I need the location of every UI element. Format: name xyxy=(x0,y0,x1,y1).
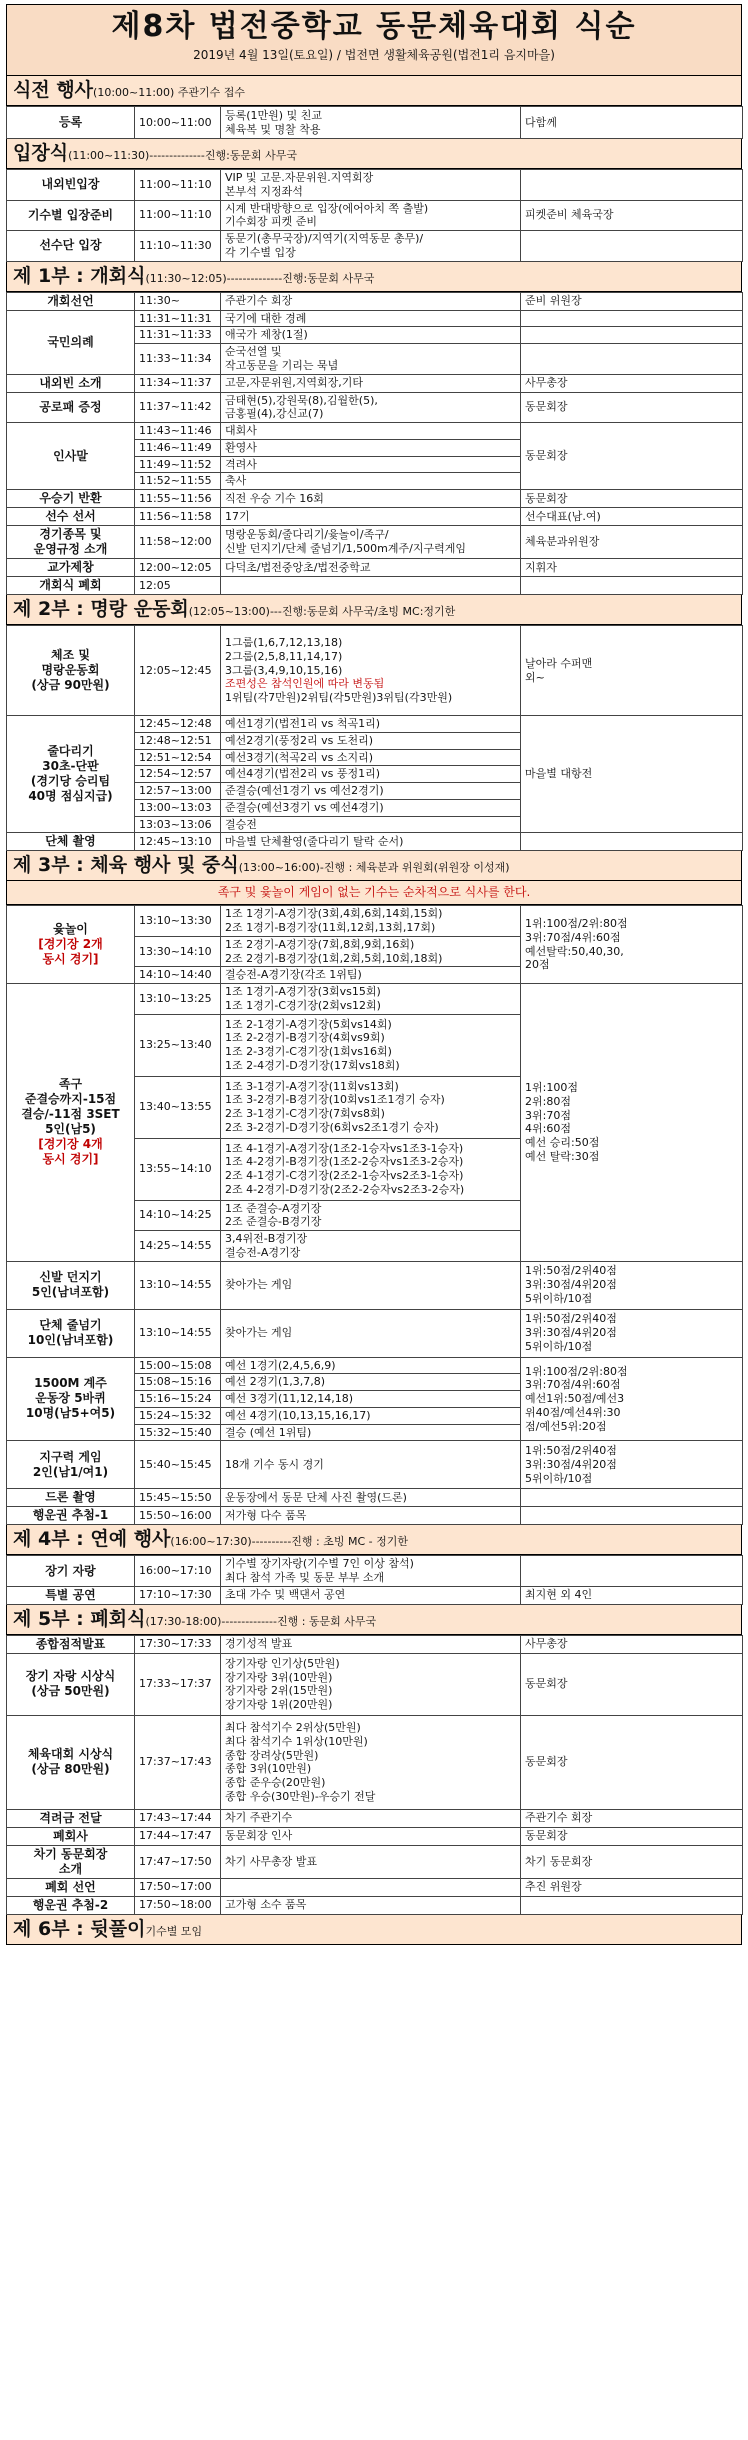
event-note xyxy=(521,1556,743,1587)
table-row xyxy=(7,526,743,559)
event-time: 17:50~17:00 xyxy=(135,1878,221,1896)
event-detail: 저가형 다수 품목 xyxy=(221,1507,521,1525)
event-time: 13:40~13:55 xyxy=(135,1076,221,1138)
event-note: 추진 위원장 xyxy=(521,1878,743,1896)
section-header xyxy=(6,139,742,169)
event-detail: 마을별 단체촬영(줄다리기 탈락 순서) xyxy=(221,833,521,851)
event-name: 기수별 입장준비 xyxy=(7,200,135,231)
event-name: 경기종목 및 운영규정 소개 xyxy=(7,526,135,559)
event-detail: 1조 2-1경기-A경기장(5회vs14회) 1조 2-2경기-B경기장(4회vs9회) 1조 2-3경기-C경기장(1회vs16회) 1조 2-4경기-D경기장(17회vs18회) xyxy=(221,1014,521,1076)
event-name: 신발 던지기 5인(남녀포함) xyxy=(7,1261,135,1309)
event-detail: 시계 반대방향으로 입장(에어아치 쪽 출발) 기수회장 피켓 준비 xyxy=(221,200,521,231)
event-time: 17:33~17:37 xyxy=(135,1653,221,1715)
event-note xyxy=(521,577,743,595)
event-time: 13:10~13:25 xyxy=(135,984,221,1015)
event-note xyxy=(521,1896,743,1914)
table-row xyxy=(7,423,743,440)
table-row xyxy=(7,1441,743,1489)
event-time: 12:54~12:57 xyxy=(135,766,221,783)
section-note: (11:00~11:30)--------------진행:동문회 사무국 xyxy=(68,149,298,162)
event-detail: 18개 기수 동시 경기 xyxy=(221,1441,521,1489)
event-name: 폐회 선언 xyxy=(7,1878,135,1896)
event-time: 15:45~15:50 xyxy=(135,1489,221,1507)
event-detail: 경기성적 발표 xyxy=(221,1635,521,1653)
table-row xyxy=(7,107,743,139)
event-time: 15:24~15:32 xyxy=(135,1407,221,1424)
event-name: 선수 선서 xyxy=(7,508,135,526)
event-detail: 찾아가는 게임 xyxy=(221,1309,521,1357)
table-row xyxy=(7,1507,743,1525)
event-name: 단체 줄넘기 10인(남녀포함) xyxy=(7,1309,135,1357)
event-time: 15:50~16:00 xyxy=(135,1507,221,1525)
section-title: 입장식 xyxy=(13,142,69,164)
event-time: 17:30~17:33 xyxy=(135,1635,221,1653)
event-note xyxy=(521,833,743,851)
event-time: 15:00~15:08 xyxy=(135,1357,221,1374)
event-name: 체육대회 시상식 (상금 80만원) xyxy=(7,1715,135,1809)
event-time: 11:52~11:55 xyxy=(135,473,221,490)
event-note: 날아라 수퍼맨 외~ xyxy=(521,626,743,716)
event-detail: 준결승(예선1경기 vs 예선2경기) xyxy=(221,783,521,800)
section-header xyxy=(6,1525,742,1555)
event-name: 장기 자랑 xyxy=(7,1556,135,1587)
event-detail: 결승전 xyxy=(221,816,521,833)
section-title: 제 6부 : 뒷풀이 xyxy=(13,1917,146,1940)
event-time: 11:49~11:52 xyxy=(135,456,221,473)
event-time: 11:31~11:31 xyxy=(135,310,221,327)
section-note: (16:00~17:30)----------진행 : 초빙 MC - 정기한 xyxy=(170,1535,409,1549)
table-row xyxy=(7,984,743,1015)
event-time: 12:57~13:00 xyxy=(135,783,221,800)
event-name: 차기 동문회장 소개 xyxy=(7,1845,135,1878)
event-time: 13:03~13:06 xyxy=(135,816,221,833)
event-note: 다함께 xyxy=(521,107,743,139)
event-time: 11:33~11:34 xyxy=(135,344,221,375)
event-name: 지구력 게임 2인(남1/여1) xyxy=(7,1441,135,1489)
table-row xyxy=(7,292,743,310)
event-time: 12:48~12:51 xyxy=(135,732,221,749)
event-name: 폐회사 xyxy=(7,1827,135,1845)
event-time: 14:10~14:25 xyxy=(135,1200,221,1231)
event-detail xyxy=(221,577,521,595)
event-name: 내외빈입장 xyxy=(7,170,135,201)
event-note: 1위:50점/2위40점 3위:30점/4위20점 5위이하/10점 xyxy=(521,1441,743,1489)
event-time: 11:43~11:46 xyxy=(135,423,221,440)
section-title: 제 3부 : 체육 행사 및 중식 xyxy=(13,854,239,877)
table-row xyxy=(7,626,743,716)
lunch-notice: 족구 및 윷놀이 게임이 없는 기수는 순차적으로 식사를 한다. xyxy=(6,881,742,905)
table-row xyxy=(7,1845,743,1878)
event-time: 11:58~12:00 xyxy=(135,526,221,559)
table-row xyxy=(7,716,743,733)
schedule-table xyxy=(6,106,743,139)
event-time: 11:30~ xyxy=(135,292,221,310)
event-time: 11:00~11:10 xyxy=(135,170,221,201)
event-name: 국민의례 xyxy=(7,310,135,374)
event-name: 등록 xyxy=(7,107,135,139)
event-time: 12:05~12:45 xyxy=(135,626,221,716)
event-time: 15:32~15:40 xyxy=(135,1424,221,1441)
event-time: 13:55~14:10 xyxy=(135,1138,221,1200)
event-time: 15:16~15:24 xyxy=(135,1391,221,1408)
event-note: 1위:100점/2위:80점 3위:70점/4위:60점 예선1위:50점/예선3 위40점/예선4위:30 점/예선5위:20점 xyxy=(521,1357,743,1441)
event-detail: 등록(1만원) 및 친교 체육복 및 명찰 착용 xyxy=(221,107,521,139)
table-row xyxy=(7,310,743,327)
event-time: 15:08~15:16 xyxy=(135,1374,221,1391)
event-detail: 1조 2경기-A경기장(7회,8회,9회,16회) 2조 2경기-B경기장(1회,2회,5회,10회,18회) xyxy=(221,936,521,967)
event-detail: 3,4위전-B경기장 결승전-A경기장 xyxy=(221,1231,521,1262)
event-note: 동문회장 xyxy=(521,1653,743,1715)
event-detail: 직전 우승 기수 16회 xyxy=(221,490,521,508)
section-note: (13:00~16:00)-진행 : 체육분과 위원회(위원장 이성재) xyxy=(238,861,510,875)
table-row xyxy=(7,1309,743,1357)
event-name: 장기 자랑 시상식 (상금 50만원) xyxy=(7,1653,135,1715)
event-time: 13:25~13:40 xyxy=(135,1014,221,1076)
table-row xyxy=(7,1878,743,1896)
section-note: (17:30-18:00)--------------진행 : 동문회 사무국 xyxy=(145,1614,377,1628)
event-time: 17:47~17:50 xyxy=(135,1845,221,1878)
schedule-content xyxy=(6,76,742,1945)
table-row xyxy=(7,1827,743,1845)
event-detail: 1조 1경기-A경기장(3회vs15회) 1조 1경기-C경기장(2회vs12회) xyxy=(221,984,521,1015)
table-row xyxy=(7,577,743,595)
event-time: 12:45~12:48 xyxy=(135,716,221,733)
event-detail: 예선2경기(풍정2리 vs 도천리) xyxy=(221,732,521,749)
table-row xyxy=(7,508,743,526)
event-detail xyxy=(221,1878,521,1896)
schedule-table xyxy=(6,905,743,1525)
event-note: 사무총장 xyxy=(521,1635,743,1653)
event-note: 1위:50점/2위40점 3위:30점/4위20점 5위이하/10점 xyxy=(521,1309,743,1357)
event-detail: 동문기(총무국장)/지역기(지역동문 총무)/ 각 기수별 입장 xyxy=(221,231,521,262)
event-time: 11:56~11:58 xyxy=(135,508,221,526)
event-detail: 고문,자문위원,지역회장,기타 xyxy=(221,374,521,392)
event-detail: 예선 4경기(10,13,15,16,17) xyxy=(221,1407,521,1424)
event-time: 11:10~11:30 xyxy=(135,231,221,262)
section-title: 제 5부 : 폐회식 xyxy=(13,1607,146,1630)
event-note: 차기 동문회장 xyxy=(521,1845,743,1878)
section-note: (11:30~12:05)--------------진행:동문회 사무국 xyxy=(145,271,375,285)
event-time: 16:00~17:10 xyxy=(135,1556,221,1587)
event-time: 13:30~14:10 xyxy=(135,936,221,967)
event-time: 17:44~17:47 xyxy=(135,1827,221,1845)
event-time: 13:10~13:30 xyxy=(135,906,221,937)
event-note xyxy=(521,1507,743,1525)
event-detail: 1조 준결승-A경기장 2조 준결승-B경기장 xyxy=(221,1200,521,1231)
event-detail: 장기자랑 인기상(5만원) 장기자랑 3위(10만원) 장기자랑 2위(15만원) 장기자랑 1위(20만원) xyxy=(221,1653,521,1715)
event-time: 17:50~18:00 xyxy=(135,1896,221,1914)
event-time: 14:25~14:55 xyxy=(135,1231,221,1262)
schedule-table xyxy=(6,169,743,262)
event-time: 11:55~11:56 xyxy=(135,490,221,508)
event-detail: 운동장에서 동문 단체 사진 촬영(드론) xyxy=(221,1489,521,1507)
event-time: 10:00~11:00 xyxy=(135,107,221,139)
event-note xyxy=(521,231,743,262)
event-time: 12:00~12:05 xyxy=(135,559,221,577)
section-note: (12:05~13:00)---진행:동문회 사무국/초빙 MC:정기한 xyxy=(188,605,456,618)
table-row xyxy=(7,1715,743,1809)
event-detail: 국기에 대한 경례 xyxy=(221,310,521,327)
event-note: 동문회장 xyxy=(521,423,743,490)
event-time: 12:51~12:54 xyxy=(135,749,221,766)
event-detail: 결승 (예선 1위팀) xyxy=(221,1424,521,1441)
event-note: 마을별 대항전 xyxy=(521,716,743,833)
table-row xyxy=(7,1586,743,1604)
event-name: 선수단 입장 xyxy=(7,231,135,262)
event-note: 1위:100점 2위:80점 3위:70점 4위:60점 예선 승리:50점 예선 탈락:30점 xyxy=(521,984,743,1262)
table-row xyxy=(7,906,743,937)
event-detail: 예선 3경기(11,12,14,18) xyxy=(221,1391,521,1408)
event-detail: 예선3경기(척곡2리 vs 소지리) xyxy=(221,749,521,766)
event-note: 주관기수 회장 xyxy=(521,1809,743,1827)
table-row xyxy=(7,1357,743,1374)
table-row xyxy=(7,374,743,392)
table-row xyxy=(7,490,743,508)
section-note: (10:00~11:00) 주관기수 접수 xyxy=(93,86,245,99)
event-time: 13:00~13:03 xyxy=(135,799,221,816)
event-detail: 17기 xyxy=(221,508,521,526)
event-name: 1500M 계주 운동장 5바퀴 10명(남5+여5) xyxy=(7,1357,135,1441)
event-detail: 최다 참석기수 2위상(5만원) 최다 참석기수 1위상(10만원) 종합 장려상(5만원) 종합 3위(10만원) 종합 준우승(20만원) 종합 우승(30만원)-우승기 전달 xyxy=(221,1715,521,1809)
event-detail: 예선 1경기(2,4,5,6,9) xyxy=(221,1357,521,1374)
event-note: 1위:50점/2위40점 3위:30점/4위20점 5위이하/10점 xyxy=(521,1261,743,1309)
event-detail: 1그룹(1,6,7,12,13,18) 2그룹(2,5,8,11,14,17) 3그룹(3,4,9,10,15,16) 조편성은 참석인원에 따라 변동됨 1위팀(각7만원)2위팀(각5만원)3위팀(각3만원) xyxy=(221,626,521,716)
event-time: 17:37~17:43 xyxy=(135,1715,221,1809)
event-note: 1위:100점/2위:80점 3위:70점/4위:60점 예선탈락:50,40,30, 20점 xyxy=(521,906,743,984)
section-title: 제 2부 : 명랑 운동회 xyxy=(13,598,189,620)
event-detail: VIP 및 고문.자문위원.지역회장 본부석 지정좌석 xyxy=(221,170,521,201)
event-time: 13:10~14:55 xyxy=(135,1309,221,1357)
table-row xyxy=(7,200,743,231)
event-note: 최지현 외 4인 xyxy=(521,1586,743,1604)
table-row xyxy=(7,392,743,423)
section-note: 기수별 모임 xyxy=(145,1924,203,1938)
event-time: 11:37~11:42 xyxy=(135,392,221,423)
event-detail: 다덕초/법전중앙초/법전중학교 xyxy=(221,559,521,577)
event-note xyxy=(521,170,743,201)
event-name: 특별 공연 xyxy=(7,1586,135,1604)
table-row xyxy=(7,1261,743,1309)
section-header xyxy=(6,851,742,881)
event-name: 우승기 반환 xyxy=(7,490,135,508)
event-detail: 초대 가수 및 백댄서 공연 xyxy=(221,1586,521,1604)
event-detail: 동문회장 인사 xyxy=(221,1827,521,1845)
section-header xyxy=(6,262,742,292)
event-detail: 1조 4-1경기-A경기장(1조2-1승자vs1조3-1승자) 1조 4-2경기-B경기장(1조2-2승자vs1조3-2승자) 2조 4-1경기-C경기장(2조2-1승자vs2조3-1승자) 2조 4-2경기-D경기장(2조2-2승자vs2조3-2승자) xyxy=(221,1138,521,1200)
event-name: 단체 촬영 xyxy=(7,833,135,851)
event-detail: 대회사 xyxy=(221,423,521,440)
event-detail: 찾아가는 게임 xyxy=(221,1261,521,1309)
event-note: 피켓준비 체육국장 xyxy=(521,200,743,231)
event-detail: 순국선열 및 작고동문을 기리는 묵념 xyxy=(221,344,521,375)
event-detail: 1조 1경기-A경기장(3회,4회,6회,14회,15회) 2조 1경기-B경기장(11회,12회,13회,17회) xyxy=(221,906,521,937)
event-detail: 차기 사무총장 발표 xyxy=(221,1845,521,1878)
document-subtitle: 2019년 4월 13일(토요일) / 법전면 생활체육공원(법전1리 음지마을) xyxy=(193,48,555,62)
event-name: 인사말 xyxy=(7,423,135,490)
section-title: 제 1부 : 개회식 xyxy=(13,264,146,287)
section-header xyxy=(6,1605,742,1635)
event-name: 격려금 전달 xyxy=(7,1809,135,1827)
event-time: 15:40~15:45 xyxy=(135,1441,221,1489)
schedule-document xyxy=(6,4,742,1945)
event-name: 줄다리기 30초-단판 (경기당 승리팀 40명 점심지급) xyxy=(7,716,135,833)
event-time: 17:10~17:30 xyxy=(135,1586,221,1604)
event-note xyxy=(521,310,743,327)
event-detail: 고가형 소수 품목 xyxy=(221,1896,521,1914)
section-header xyxy=(6,595,742,625)
event-detail: 준결승(예선3경기 vs 예선4경기) xyxy=(221,799,521,816)
event-time: 12:05 xyxy=(135,577,221,595)
event-note: 동문회장 xyxy=(521,1827,743,1845)
event-note: 지휘자 xyxy=(521,559,743,577)
table-row xyxy=(7,170,743,201)
event-note xyxy=(521,1489,743,1507)
event-time: 14:10~14:40 xyxy=(135,967,221,984)
event-time: 11:34~11:37 xyxy=(135,374,221,392)
schedule-table xyxy=(6,1555,743,1605)
table-row xyxy=(7,559,743,577)
event-name: 교가제창 xyxy=(7,559,135,577)
event-name: 공로패 증정 xyxy=(7,392,135,423)
event-detail: 예선4경기(법전2리 vs 풍정1리) xyxy=(221,766,521,783)
event-detail: 주관기수 회장 xyxy=(221,292,521,310)
section-title: 식전 행사 xyxy=(13,79,94,101)
event-note xyxy=(521,344,743,375)
event-detail: 1조 3-1경기-A경기장(11회vs13회) 1조 3-2경기-B경기장(10회vs1조1경기 승자) 2조 3-1경기-C경기장(7회vs8회) 2조 3-2경기-D경기장(6회vs2조1경기 승자) xyxy=(221,1076,521,1138)
event-detail: 격려사 xyxy=(221,456,521,473)
event-note: 동문회장 xyxy=(521,1715,743,1809)
table-row xyxy=(7,1489,743,1507)
event-note: 준비 위원장 xyxy=(521,292,743,310)
event-detail: 차기 주관기수 xyxy=(221,1809,521,1827)
event-name: 행운권 추첨-1 xyxy=(7,1507,135,1525)
event-detail: 예선1경기(법전1리 vs 척곡1리) xyxy=(221,716,521,733)
table-row xyxy=(7,231,743,262)
event-note xyxy=(521,327,743,344)
event-time: 11:31~11:33 xyxy=(135,327,221,344)
event-detail: 애국가 제창(1절) xyxy=(221,327,521,344)
schedule-table xyxy=(6,1635,743,1915)
event-note: 체육분과위원장 xyxy=(521,526,743,559)
event-name: 개회식 폐회 xyxy=(7,577,135,595)
event-time: 13:10~14:55 xyxy=(135,1261,221,1309)
table-row xyxy=(7,833,743,851)
event-name: 내외빈 소개 xyxy=(7,374,135,392)
event-detail: 기수별 장기자랑(기수별 7인 이상 참석) 최다 참석 가족 및 동문 부부 소개 xyxy=(221,1556,521,1587)
event-note: 동문회장 xyxy=(521,490,743,508)
schedule-table xyxy=(6,625,743,851)
event-name: 체조 및 명랑운동회 (상금 90만원) xyxy=(7,626,135,716)
event-note: 동문회장 xyxy=(521,392,743,423)
document-title: 제8차 법전중학교 동문체육대회 식순 xyxy=(111,9,637,44)
event-time: 11:00~11:10 xyxy=(135,200,221,231)
table-row xyxy=(7,1809,743,1827)
event-detail: 결승전-A경기장(각조 1위팀) xyxy=(221,967,521,984)
event-name: 족구 준결승까지-15점 결승/-11점 3SET 5인(남5) [경기장 4개 동시 경기] xyxy=(7,984,135,1262)
schedule-table xyxy=(6,292,743,596)
event-detail: 명랑운동회/줄다리기/윷놀이/족구/ 신발 던지기/단체 줄넘기/1,500m계주/지구력게임 xyxy=(221,526,521,559)
table-row xyxy=(7,1635,743,1653)
event-name: 윷놀이 [경기장 2개 동시 경기] xyxy=(7,906,135,984)
table-row xyxy=(7,1896,743,1914)
event-detail: 환영사 xyxy=(221,439,521,456)
event-name: 종합점적발표 xyxy=(7,1635,135,1653)
section-header xyxy=(6,76,742,106)
event-time: 12:45~13:10 xyxy=(135,833,221,851)
event-time: 11:46~11:49 xyxy=(135,439,221,456)
event-detail: 예선 2경기(1,3,7,8) xyxy=(221,1374,521,1391)
event-detail: 금태현(5),강원묵(8),김월한(5), 금홍필(4),강신교(7) xyxy=(221,392,521,423)
event-detail: 축사 xyxy=(221,473,521,490)
event-note: 선수대표(남.여) xyxy=(521,508,743,526)
event-name: 드론 촬영 xyxy=(7,1489,135,1507)
event-time: 17:43~17:44 xyxy=(135,1809,221,1827)
section-title: 제 4부 : 연예 행사 xyxy=(13,1528,171,1551)
document-header xyxy=(6,4,742,76)
section-header xyxy=(6,1915,742,1945)
event-name: 행운권 추첨-2 xyxy=(7,1896,135,1914)
table-row xyxy=(7,1653,743,1715)
event-note: 사무총장 xyxy=(521,374,743,392)
table-row xyxy=(7,1556,743,1587)
event-name: 개회선언 xyxy=(7,292,135,310)
